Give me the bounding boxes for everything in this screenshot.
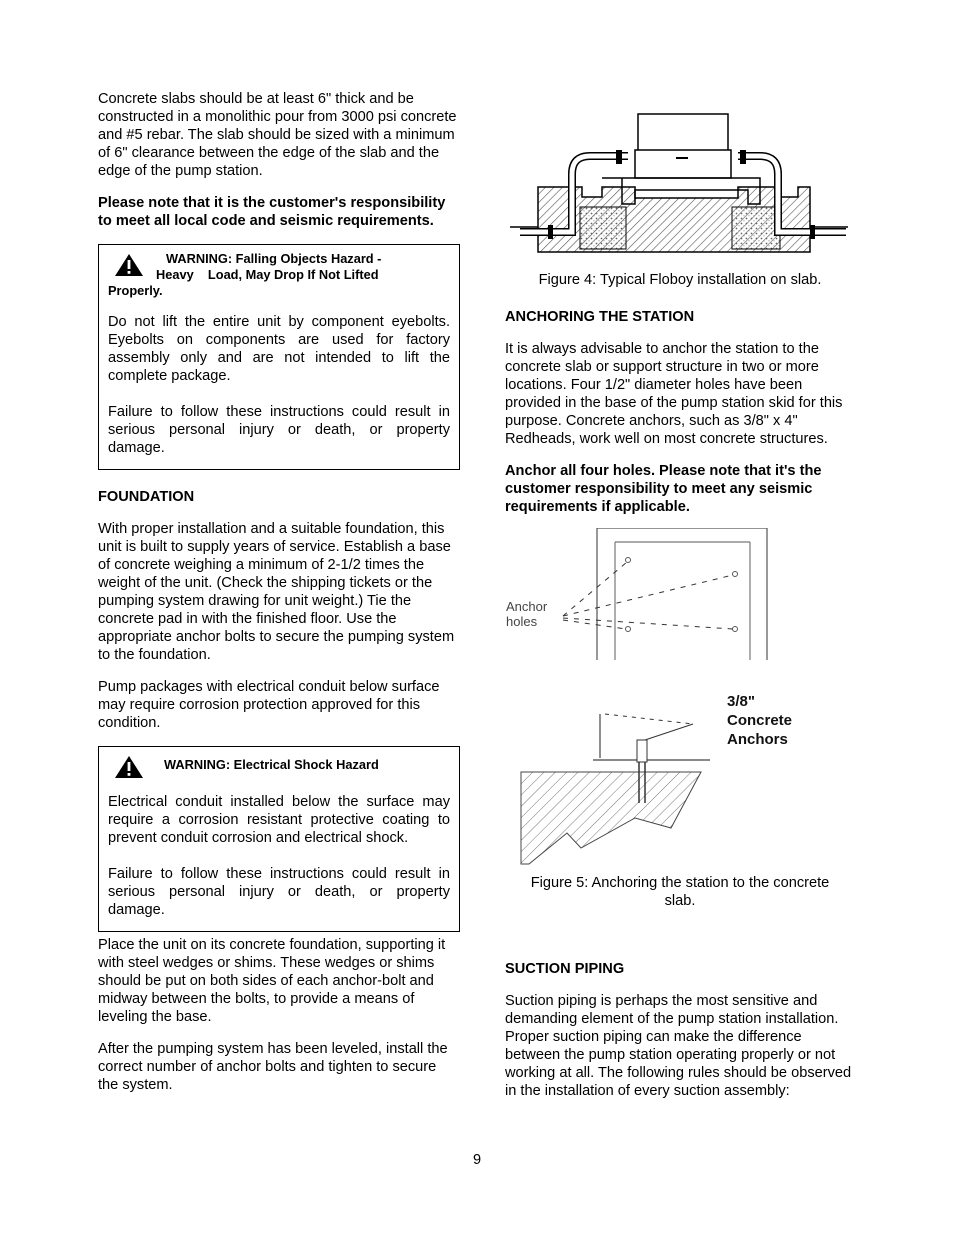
figure-4-slab-installation-diagram	[510, 112, 850, 257]
figure-5-anchoring-diagram	[505, 528, 855, 868]
falling-objects-warning-box	[98, 244, 460, 470]
electrical-shock-warning-box	[98, 746, 460, 932]
warning-title: WARNING: Electrical Shock Hazard	[164, 757, 379, 772]
right-column-upper	[505, 308, 855, 530]
concrete-label: Concrete	[727, 712, 793, 729]
warning-consequence: Failure to follow these instructions could result in serious personal injury or death, or property damage.	[108, 404, 450, 456]
figure-5-caption-line2: slab.	[664, 893, 696, 909]
foundation-paragraph: With proper installation and a suitable foundation, this unit is built to supply years of service. Establish a base of concrete weighing a minimum of 2-1/2 times the weight of the unit. (Check the shipping tickets or the pumping system drawing for unit weight.) Tie the concrete pad in with the finished floor. Use the appropriate anchor bolts to secure the pumping system to the foundation.	[98, 521, 455, 663]
page-number: 9	[472, 1152, 482, 1168]
warning-title-line2: Heavy Load, May Drop If Not Lifted	[156, 267, 379, 282]
anchor-bolts-paragraph: After the pumping system has been leveled, install the correct number of anchor bolts and tighten to secure the system.	[98, 1041, 448, 1093]
anchor-all-holes-note: Anchor all four holes. Please note that it's the customer responsibility to meet any seismic requirements if applicable.	[505, 463, 822, 515]
figure-5-caption-line1: Figure 5: Anchoring the station to the concrete	[530, 875, 830, 891]
warning-header	[108, 251, 450, 299]
warning-consequence: Failure to follow these instructions could result in serious personal injury or death, or property damage.	[108, 866, 450, 918]
anchor-holes-label-line1: Anchor	[506, 599, 548, 614]
suction-piping-paragraph: Suction piping is perhaps the most sensitive and demanding element of the pump station installation. Proper suction piping can make the difference between the pump station operating properly or not working at all. The following rules should be observed in the installation of every suction assembly:	[505, 993, 852, 1099]
conduit-paragraph: Pump packages with electrical conduit below surface may require corrosion protection approved for this condition.	[98, 679, 440, 731]
right-column-lower	[505, 960, 855, 1114]
slab-paragraph: Concrete slabs should be at least 6" thick and be constructed in a monolithic pour from 3000 psi concrete and #5 rebar. The slab should be sized with a minimum of 6" clearance between the edge of the slab and the edge of the pump station.	[98, 91, 457, 179]
anchoring-paragraph: It is always advisable to anchor the station to the concrete slab or support structure in two or more locations. Four 1/2" diameter holes have been provided in the base of the pump station skid for this purpose. Concrete anchors, such as 3/8" x 4" Redheads, work well on most concrete structures.	[505, 341, 843, 447]
customer-responsibility-note: Please note that it is the customer's responsibility to meet all local code and seismic requirements.	[98, 195, 446, 229]
warning-title-line3: Properly.	[108, 283, 163, 298]
anchor-holes-label-line2: holes	[506, 614, 538, 629]
anchor-size-label: 3/8"	[727, 693, 755, 710]
leveling-paragraph: Place the unit on its concrete foundation, supporting it with steel wedges or shims. These wedges or shims should be put on both sides of each anchor-bolt and midway between the bolts, to provide a means of leveling the base.	[98, 937, 446, 1025]
suction-piping-heading: SUCTION PIPING	[505, 961, 625, 977]
warning-body: Do not lift the entire unit by component eyebolts. Eyebolts on components are used for factory assembly only and are not intended to lift the complete package.	[108, 314, 450, 384]
figure-4-caption: Figure 4: Typical Floboy installation on slab.	[538, 272, 822, 288]
warning-triangle-icon	[114, 755, 144, 779]
anchors-label: Anchors	[727, 731, 788, 748]
warning-body: Electrical conduit installed below the surface may require a corrosion resistant protective coating to prevent conduit corrosion and electrical shock.	[108, 794, 450, 846]
warning-header	[108, 753, 450, 779]
figure-5-caption	[505, 874, 855, 910]
warning-title-line1: WARNING: Falling Objects Hazard -	[166, 251, 382, 266]
anchoring-heading: ANCHORING THE STATION	[505, 309, 695, 325]
left-column	[98, 90, 460, 1108]
foundation-heading: FOUNDATION	[98, 489, 195, 505]
warning-triangle-icon	[114, 253, 144, 277]
